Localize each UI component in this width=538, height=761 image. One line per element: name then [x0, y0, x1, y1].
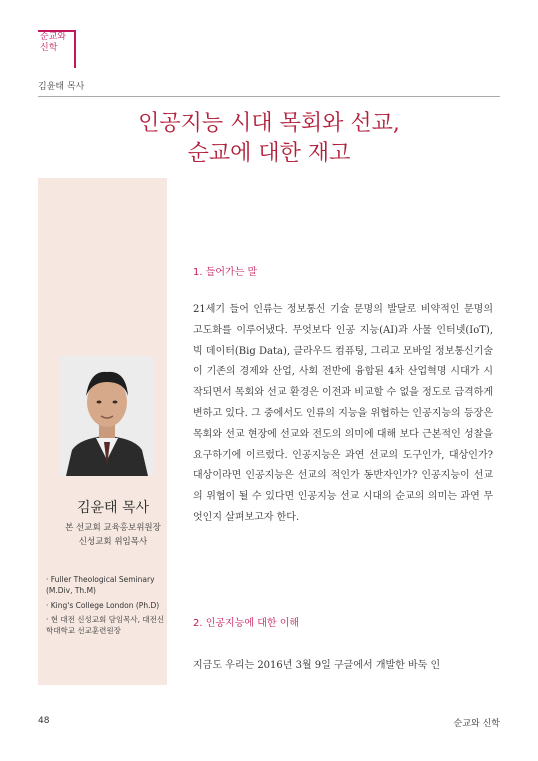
author-byline: 김윤태 목사: [38, 82, 85, 92]
body-paragraph-2: 지금도 우리는 2016년 3월 9일 구글에서 개발한 바둑 인: [193, 660, 441, 671]
author-role-2: 신성교회 위임목사: [78, 537, 148, 547]
article-title-line2: 순교에 대한 재고: [187, 141, 351, 166]
section-heading-1: 1. 들어가는 말: [193, 267, 258, 278]
credential-item: · 현 대전 신성교회 담임목사, 대전신학대학교 선교훈련원장: [46, 615, 165, 635]
body-paragraph-1: 21세기 들어 인류는 정보통신 기술 문명의 발달로 비약적인 문명의 고도화를 이루어냈다. 무엇보다 인공 지능(AI)과 사물 인터넷(IoT), 빅 데이터(Big Data), 클라우드 컴퓨팅, 그리고 모바일 정보통신기술이 기존의 경제와 산업, 사회 전반에 융합된 4차 산업혁명 시대가 시작되면서 목회와 선교 환경은 이전과 비교할 수 없을 정도로 급격하게 변하고 있다. 그 중에서도 인류의 지능을 위협하는 인공지능의 등장은 목회와 선교 현장에 선교와 전도의 의미에 대해 보다 근본적인 성찰을 요구하기에 이르렀다. 인공지능은 과연 선교의 도구인가, 대상인가? 대상이라면 인공지능은 선교의 적인가 동반자인가? 인공지능이 선교의 위협이 될 수 있다면 인공지능 선교 시대의 순교의 의미는 과연 무엇인지 살펴보고자 한다.: [193, 304, 493, 523]
section-label-line2: 신학: [40, 43, 58, 53]
author-name: 김윤태 목사: [76, 500, 150, 516]
credential-item: · Fuller Theological Seminary (M.Div, Th.M): [46, 575, 155, 595]
page-number: 48: [38, 716, 50, 726]
author-photo: [60, 356, 154, 476]
section-heading-2: 2. 인공지능에 대한 이해: [193, 618, 300, 629]
badge-right-rule: [74, 30, 76, 68]
author-role-1: 본 선교회 교육홍보위원장: [65, 523, 161, 533]
running-footer: 순교와 신학: [453, 719, 500, 729]
section-label-line1: 순교와: [40, 32, 67, 42]
header-divider: [38, 96, 500, 97]
article-title-line1: 인공지능 시대 목회와 선교,: [138, 111, 400, 136]
section-label: [40, 32, 66, 54]
portrait-image: [60, 356, 154, 476]
credential-item: · King's College London (Ph.D): [46, 601, 160, 610]
